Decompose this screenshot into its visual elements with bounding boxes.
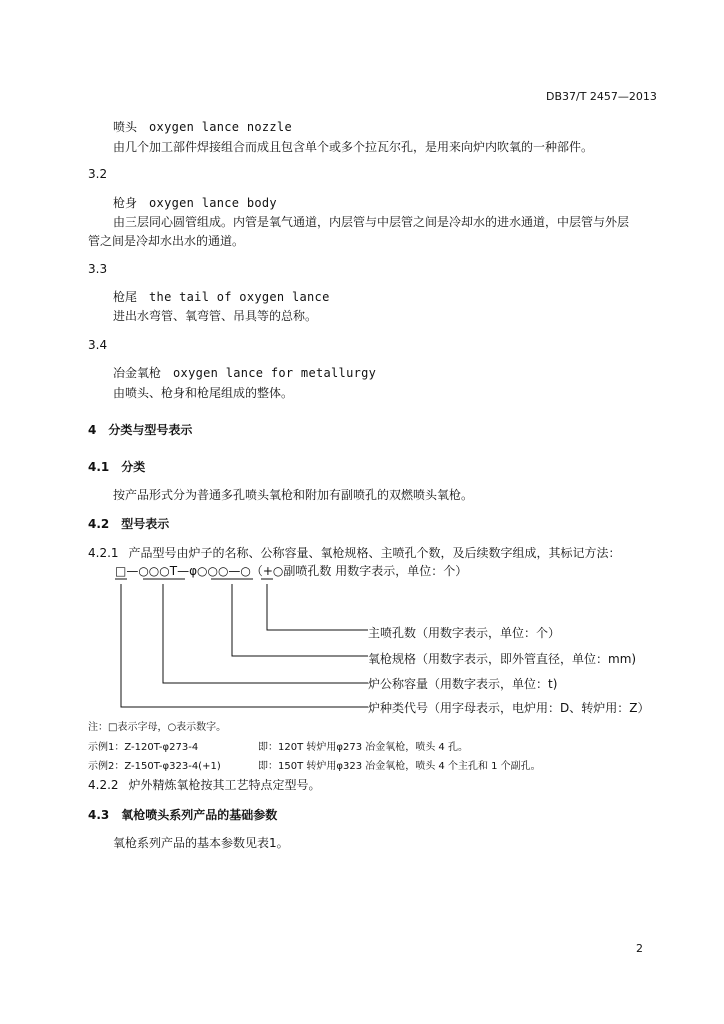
leader-furnace-code [121,584,368,707]
term-3-title [113,290,330,304]
example-2-text: 即：150T 转炉用φ323 冶金氧枪，喷头 4 个主孔和 1 个副孔。 [258,761,541,772]
term-2-zh: 枪身 [113,196,138,210]
term-4-title [113,366,376,380]
section-4-title: 分类与型号表示 [108,423,193,437]
section-4-1-number: 4.1 [88,460,110,474]
note: 注：□表示字母，○表示数字。 [88,722,227,733]
label-furnace-code: 炉种类代号（用字母表示，电炉用：D、转炉用：Z） [368,701,650,715]
term-1-zh: 喷头 [113,120,138,134]
label-capacity: 炉公称容量（用数字表示，单位：t) [368,677,558,691]
section-4-2-1-number: 4.2.1 [88,546,119,560]
section-4-2-2-text: 炉外精炼氧枪按其工艺特点定型号。 [128,778,321,792]
label-lance-spec: 氧枪规格（用数字表示，即外管直径，单位：mm) [368,652,637,666]
term-4-definition: 由喷头、枪身和枪尾组成的整体。 [113,386,294,400]
label-main-nozzle-holes: 主喷孔数（用数字表示，单位：个） [368,626,561,640]
section-4-number: 4 [88,423,97,437]
section-4-heading [88,423,192,437]
section-4-2-number: 4.2 [88,517,110,531]
example-1-text: 即：120T 转炉用φ273 冶金氧枪，喷头 4 孔。 [258,742,468,753]
term-4-en: oxygen lance for metallurgy [173,366,377,380]
section-4-2-title: 型号表示 [121,517,170,531]
term-3-zh: 枪尾 [113,290,138,304]
leader-lance-spec [232,584,368,656]
leader-main-nozzle-holes [267,584,368,630]
term-3-en: the tail of oxygen lance [149,290,330,304]
term-1-en: oxygen lance nozzle [149,120,292,134]
section-4-3-heading [88,808,277,822]
section-4-3-text: 氧枪系列产品的基本参数见表1。 [113,836,289,850]
term-2-en: oxygen lance body [149,196,277,210]
section-4-3-number: 4.3 [88,808,110,822]
model-formula: □—○○○T—φ○○○—○（+○副喷孔数 用数字表示，单位：个） [115,564,468,578]
term-2-number: 3.2 [88,167,108,181]
term-1-definition: 由几个加工部件焊接组合而成且包含单个或多个拉瓦尔孔，是用来向炉内吹氧的一种部件。 [113,140,594,154]
standard-code: DB37/T 2457—2013 [546,90,657,103]
section-4-1-title: 分类 [121,460,146,474]
example-1-code: 示例1：Z-120T-φ273-4 [88,742,199,753]
section-4-2-2 [88,778,321,792]
section-4-2-1-text: 产品型号由炉子的名称、公称容量、氧枪规格、主喷孔个数，及后续数字组成，其标记方法： [128,546,621,560]
term-2-definition-line1: 由三层同心圆管组成。内管是氧气通道，内层管与中层管之间是冷却水的进水通道，中层管与外层 [113,215,630,229]
term-3-number: 3.3 [88,262,108,276]
section-4-1-text: 按产品形式分为普通多孔喷头氧枪和附加有副喷孔的双燃喷头氧枪。 [113,488,474,502]
section-4-1-heading [88,460,145,474]
example-1 [88,742,198,754]
section-4-3-title: 氧枪喷头系列产品的基础参数 [121,808,278,822]
term-2-definition-line2: 管之间是冷却水出水的通道。 [88,234,245,248]
section-4-2-heading [88,517,169,531]
section-4-2-2-number: 4.2.2 [88,778,119,792]
term-3-definition: 进出水弯管、氧弯管、吊具等的总称。 [113,309,318,323]
example-2-code: 示例2：Z-150T-φ323-4(+1) [88,761,221,772]
leader-capacity [163,584,368,683]
example-2 [88,761,221,773]
section-4-2-1 [88,546,621,560]
term-4-zh: 冶金氧枪 [113,366,162,380]
page-number: 2 [636,942,643,955]
term-2-title [113,196,277,210]
term-4-number: 3.4 [88,338,108,352]
term-1-title [113,120,292,134]
